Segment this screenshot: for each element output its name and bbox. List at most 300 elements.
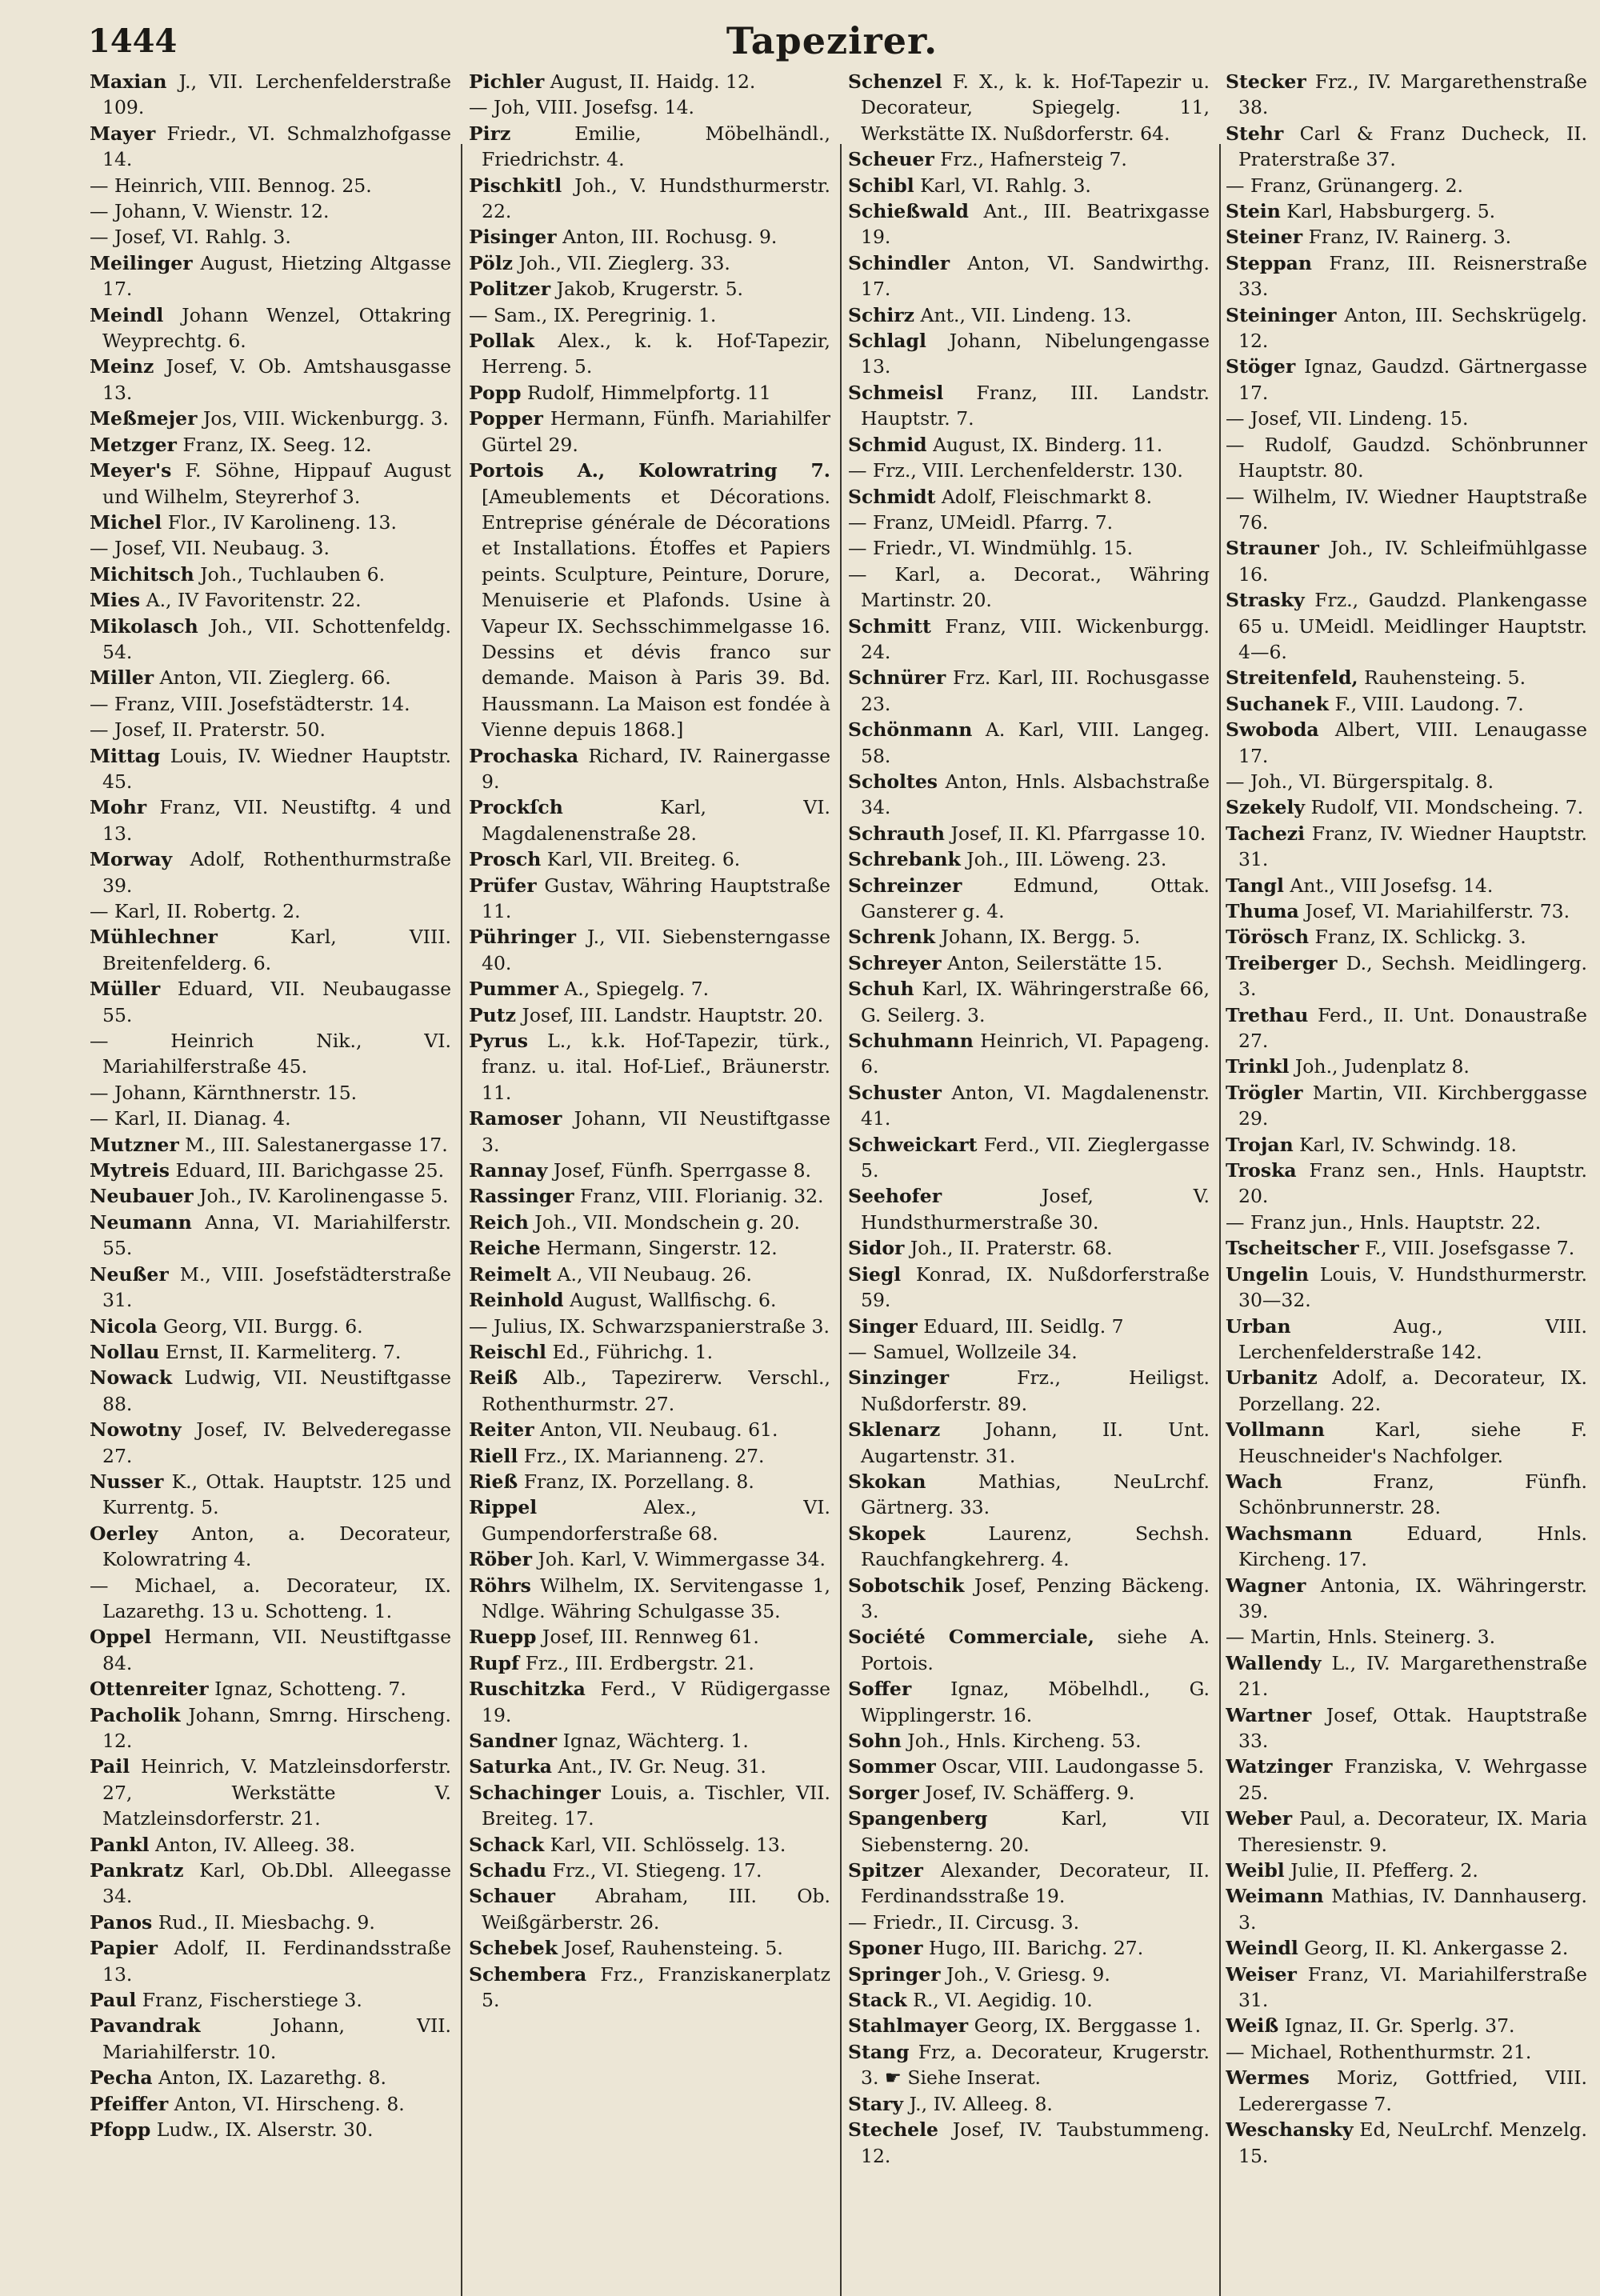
entry-name: Pecha — [90, 2066, 153, 2090]
entry-name: Prockſch — [469, 796, 563, 819]
entry-address: J., VII. Lerchenfelderstraße 109. — [102, 70, 451, 119]
directory-entry — [848, 535, 1210, 561]
entry-name: Reinhold — [469, 1289, 564, 1312]
entry-address: Josef, V. Hundsthurmerstraße 30. — [861, 1185, 1210, 1234]
directory-entry — [469, 1469, 830, 1494]
entry-name: Meßmejer — [90, 407, 198, 430]
entry-address: Julie, II. Pfefferg. 2. — [1284, 1859, 1478, 1882]
entry-address: Johann, II. Unt. Augartenstr. 31. — [861, 1418, 1210, 1467]
entry-address: Franz, IX. Schlickg. 3. — [1309, 926, 1526, 949]
entry-address: Franz, Fischerstiege 3. — [136, 1989, 362, 2012]
directory-entry — [848, 1183, 1210, 1235]
directory-entry — [90, 2013, 451, 2065]
entry-address: Ernst, II. Karmeliterg. 7. — [159, 1340, 402, 1363]
directory-entry — [848, 1132, 1210, 1184]
entry-name: Mohr — [90, 796, 147, 819]
entry-address: F., VIII. Laudong. 7. — [1329, 692, 1524, 715]
entry-name: Rassinger — [469, 1185, 574, 1208]
directory-entry — [1226, 1521, 1587, 1573]
directory-entry — [1226, 121, 1587, 173]
directory-entry — [90, 1339, 451, 1365]
directory-entry — [90, 846, 451, 898]
entry-name: Schuh — [848, 978, 914, 1001]
entry-name: Schrebank — [848, 848, 961, 871]
entry-address: Frz., Franziskanerplatz 5. — [482, 1962, 830, 2012]
entry-address: — Friedr., VI. Windmühlg. 15. — [848, 537, 1134, 560]
entry-name: Reiche — [469, 1237, 541, 1260]
directory-entry — [90, 510, 451, 535]
entry-name: Wermes — [1226, 2066, 1310, 2090]
directory-entry — [848, 1080, 1210, 1132]
entry-address: Alb., Tapezirerw. Verschl., Rothenthurmstr. 27. — [482, 1366, 830, 1415]
entry-name: Michitsch — [90, 562, 194, 586]
entry-name: Urbanitz — [1226, 1366, 1318, 1390]
directory-entry — [90, 406, 451, 431]
entry-name: Sklenarz — [848, 1418, 941, 1442]
entry-address: Ludwig, VII. Neustiftgasse 88. — [102, 1366, 451, 1415]
entry-address: Josef, Rauhensteing. 5. — [557, 1937, 783, 1960]
entry-address: Josef, V. Ob. Amtshausgasse 13. — [102, 355, 451, 404]
entry-address: Josef, Ottak. Hauptstraße 33. — [1238, 1703, 1587, 1752]
directory-entry — [90, 173, 451, 198]
entry-name: Mikolasch — [90, 614, 198, 638]
entry-address: — Michael, a. Decorateur, IX. Lazarethg. 13 u. Schotteng. 1. — [90, 1574, 451, 1622]
directory-entry — [848, 380, 1210, 432]
entry-address: Franz, IX. Seeg. 12. — [176, 433, 372, 456]
entry-address: Franz, IV. Wiedner Hauptstr. 31. — [1238, 822, 1587, 871]
directory-entry — [469, 1754, 830, 1779]
column-divider — [840, 144, 842, 2296]
entry-name: Mühlechner — [90, 926, 218, 949]
directory-entry — [469, 1365, 830, 1417]
directory-entry — [1226, 1935, 1587, 1961]
entry-name: Schweickart — [848, 1133, 978, 1156]
entry-address: Anton, Hnls. Alsbachstraße 34. — [861, 770, 1210, 819]
directory-entry — [469, 1314, 830, 1339]
directory-entry — [90, 458, 451, 510]
directory-entry — [469, 1339, 830, 1365]
entry-address: Franz, VIII. Wickenburgg. 24. — [861, 614, 1210, 663]
entry-address: — Michael, Rothenthurmstr. 21. — [1226, 2040, 1532, 2063]
directory-entry — [469, 69, 830, 94]
directory-entry — [848, 1262, 1210, 1314]
directory-columns — [90, 69, 1587, 2261]
entry-name: Strasky — [1226, 589, 1305, 612]
directory-entry — [848, 1573, 1210, 1625]
directory-entry — [848, 769, 1210, 821]
entry-name: Spitzer — [848, 1859, 923, 1882]
directory-entry — [848, 1858, 1210, 1910]
directory-entry — [848, 1365, 1210, 1417]
directory-entry — [848, 484, 1210, 510]
entry-name: Watzinger — [1226, 1755, 1333, 1778]
entry-address: Franz, VIII. Florianig. 32. — [574, 1185, 824, 1208]
directory-entry — [90, 2091, 451, 2117]
directory-entry — [90, 1832, 451, 1858]
entry-name: Weiß — [1226, 2014, 1279, 2038]
entry-name: Schmid — [848, 433, 927, 456]
directory-entry — [469, 328, 830, 380]
entry-address: — Josef, VI. Rahlg. 3. — [90, 226, 291, 249]
entry-name: Oerley — [90, 1522, 158, 1545]
directory-entry — [1226, 1650, 1587, 1702]
entry-address: Ant., III. Beatrixgasse 19. — [861, 200, 1210, 249]
entry-name: Portois A., Kolowratring 7. — [469, 459, 830, 482]
entry-name: Troska — [1226, 1159, 1297, 1182]
directory-entry — [90, 1106, 451, 1131]
entry-name: Thuma — [1226, 900, 1299, 922]
entry-address: Martin, VII. Kirchberggasse 29. — [1238, 1081, 1587, 1130]
column-4 — [1226, 69, 1587, 2261]
entry-name: Scholtes — [848, 770, 938, 793]
directory-entry — [469, 1262, 830, 1287]
directory-entry — [90, 1365, 451, 1417]
entry-address: Ferd., VII. Zieglergasse 5. — [861, 1133, 1210, 1182]
directory-entry — [90, 1183, 451, 1209]
column-3 — [848, 69, 1210, 2261]
entry-address: — Sam., IX. Peregrinig. 1. — [469, 303, 717, 326]
entry-address: D., Sechsh. Meidlingerg. 3. — [1238, 951, 1587, 1001]
entry-name: Tachezi — [1226, 822, 1306, 845]
entry-address: J., IV. Alleeg. 8. — [903, 2092, 1053, 2115]
entry-name: Schuhmann — [848, 1030, 974, 1053]
entry-address: Karl, siehe F. Heuschneider's Nachfolger. — [1238, 1418, 1587, 1467]
directory-entry — [469, 743, 830, 795]
directory-entry — [90, 2117, 451, 2142]
entry-address: Alex., k. k. Hof-Tapezir, Herreng. 5. — [482, 330, 830, 378]
directory-entry — [469, 1728, 830, 1754]
directory-entry — [1226, 354, 1587, 406]
directory-entry — [90, 1521, 451, 1573]
directory-entry — [848, 1676, 1210, 1728]
entry-name: Schrauth — [848, 822, 945, 845]
directory-entry — [90, 1754, 451, 1831]
entry-address: Franziska, V. Wehrgasse 25. — [1238, 1755, 1587, 1804]
entry-name: Meindl — [90, 303, 164, 326]
entry-address: Eduard, VII. Neubaugasse 55. — [102, 978, 451, 1026]
entry-address: Ed, NeuLrchf. Menzelg. 15. — [1238, 2118, 1587, 2167]
directory-entry — [90, 535, 451, 561]
entry-address: Karl, Ob.Dbl. Alleegasse 34. — [102, 1859, 451, 1908]
directory-entry — [469, 873, 830, 925]
entry-address: Eduard, III. Seidlg. 7 — [917, 1314, 1124, 1338]
entry-name: Wach — [1226, 1470, 1282, 1493]
entry-name: Pisinger — [469, 226, 557, 249]
entry-address: Anton, Seilerstätte 15. — [941, 951, 1163, 974]
entry-name: Pankratz — [90, 1859, 184, 1882]
entry-address: Franz, IV. Rainerg. 3. — [1302, 226, 1512, 249]
entry-address: Karl, Habsburgerg. 5. — [1280, 200, 1496, 223]
entry-name: Röhrs — [469, 1574, 531, 1597]
entry-address: Adolf, Fleischmarkt 8. — [935, 485, 1153, 508]
entry-address: Josef, III. Landstr. Hauptstr. 20. — [515, 1003, 824, 1026]
entry-name: Meinz — [90, 355, 154, 378]
entry-address: Rauhensteing. 5. — [1358, 666, 1526, 690]
entry-address: Alexander, Decorateur, II. Ferdinandsstraße 19. — [861, 1859, 1210, 1908]
entry-name: Stecker — [1226, 70, 1306, 93]
entry-name: Pollak — [469, 330, 535, 353]
entry-name: Neußer — [90, 1262, 169, 1286]
entry-name: Paul — [90, 1989, 137, 2012]
entry-address: Joh. Karl, V. Wimmergasse 34. — [531, 1548, 826, 1571]
directory-entry — [1226, 1469, 1587, 1521]
directory-entry — [848, 1962, 1210, 1987]
entry-name: Singer — [848, 1314, 918, 1338]
entry-name: Seehofer — [848, 1185, 942, 1208]
entry-address: Karl, VI. Magdalenenstraße 28. — [482, 796, 830, 845]
directory-entry — [90, 198, 451, 224]
entry-address: Jakob, Krugerstr. 5. — [550, 278, 744, 301]
entry-address: Anton, III. Rochusg. 9. — [556, 226, 778, 249]
entry-address: Carl & Franz Ducheck, II. Praterstraße 37. — [1238, 122, 1587, 171]
entry-name: Trojan — [1226, 1133, 1294, 1156]
entry-address: Joh., Tuchlauben 6. — [194, 562, 386, 586]
directory-entry — [848, 1339, 1210, 1365]
entry-name: Schirz — [848, 303, 915, 326]
entry-name: Weschansky — [1226, 2118, 1354, 2142]
directory-entry — [848, 302, 1210, 328]
directory-entry — [1226, 1002, 1587, 1054]
entry-address: Aug., VIII. Lerchenfelderstraße 142. — [1238, 1314, 1587, 1363]
directory-entry — [1226, 1262, 1587, 1314]
entry-address: Johann, VII Neustiftgasse 3. — [482, 1107, 830, 1156]
entry-address: — Samuel, Wollzeile 34. — [848, 1340, 1078, 1363]
entry-name: Siegl — [848, 1262, 902, 1286]
directory-entry — [1226, 1754, 1587, 1806]
entry-name: Stahlmayer — [848, 2014, 969, 2038]
entry-address: Flor., IV Karolineng. 13. — [162, 510, 397, 534]
entry-address: K., Ottak. Hauptstr. 125 und Kurrentg. 5. — [102, 1470, 451, 1519]
entry-name: Steininger — [1226, 303, 1337, 326]
directory-entry — [848, 2117, 1210, 2169]
entry-name: Pfopp — [90, 2118, 151, 2142]
directory-entry — [848, 665, 1210, 717]
directory-entry — [1226, 1883, 1587, 1935]
entry-address: Johann, Smrng. Hirscheng. 12. — [102, 1703, 451, 1752]
entry-name: Prosch — [469, 848, 542, 871]
directory-entry — [848, 1469, 1210, 1521]
entry-name: Mies — [90, 589, 141, 612]
entry-address: Joh., Hnls. Kircheng. 53. — [901, 1730, 1142, 1752]
entry-name: Meyer's — [90, 459, 172, 482]
entry-name: Mayer — [90, 122, 156, 145]
entry-name: Sinzinger — [848, 1366, 950, 1390]
entry-address: Friedr., VI. Schmalzhofgasse 14. — [102, 122, 451, 171]
entry-address: Mathias, IV. Dannhauserg. 3. — [1238, 1885, 1587, 1934]
entry-address: Karl, VII Siebensterng. 20. — [861, 1807, 1210, 1856]
directory-entry — [848, 976, 1210, 1028]
entry-name: Urban — [1226, 1314, 1291, 1338]
entry-name: Schießwald — [848, 200, 969, 223]
column-divider — [1219, 144, 1221, 2296]
entry-name: Schmitt — [848, 614, 931, 638]
entry-name: Stack — [848, 1989, 907, 2012]
entry-name: Pischkitl — [469, 174, 562, 197]
directory-entry — [90, 2065, 451, 2090]
directory-entry — [90, 250, 451, 302]
entry-name: Scheuer — [848, 148, 934, 171]
directory-entry — [1226, 69, 1587, 121]
entry-address: Frz., III. Erdbergstr. 21. — [519, 1651, 754, 1674]
entry-name: Tscheitscher — [1226, 1237, 1359, 1260]
directory-entry — [1226, 873, 1587, 898]
entry-address: Moriz, Gottfried, VIII. Lederergasse 7. — [1238, 2066, 1587, 2115]
directory-entry — [469, 121, 830, 173]
directory-entry — [848, 1235, 1210, 1261]
entry-address: Paul, a. Decorateur, IX. Maria Theresienstr. 9. — [1238, 1807, 1587, 1856]
entry-name: Oppel — [90, 1626, 152, 1649]
entry-name: Röber — [469, 1548, 532, 1571]
directory-entry — [469, 1183, 830, 1209]
entry-name: Schmidt — [848, 485, 936, 508]
entry-address: — Josef, VII. Neubaug. 3. — [90, 537, 330, 560]
directory-entry — [848, 1417, 1210, 1469]
entry-address: Ludw., IX. Alserstr. 30. — [150, 2118, 374, 2142]
directory-entry — [469, 1210, 830, 1235]
directory-entry — [90, 743, 451, 795]
entry-name: Suchanek — [1226, 692, 1329, 715]
entry-address: Anton, III. Sechskrügelg. 12. — [1238, 303, 1587, 353]
entry-name: Schindler — [848, 251, 950, 274]
entry-address: Frz., IV. Margarethenstraße 38. — [1238, 70, 1587, 119]
entry-address: — Karl, II. Dianag. 4. — [90, 1107, 291, 1130]
directory-entry — [469, 1287, 830, 1313]
entry-address: M., III. Salestanergasse 17. — [178, 1133, 448, 1156]
entry-address: Josef, IV. Belvederegasse 27. — [102, 1418, 451, 1467]
directory-entry — [848, 950, 1210, 976]
directory-entry — [848, 198, 1210, 250]
entry-address: Frz, a. Decorateur, Krugerstr. 3. ☛ Siehe Inserat. — [861, 2040, 1210, 2090]
entry-address: Franz, IX. Porzellang. 8. — [518, 1470, 754, 1493]
directory-entry — [848, 328, 1210, 380]
entry-address: Albert, VIII. Lenaugasse 17. — [1238, 718, 1587, 767]
entry-name: Skokan — [848, 1470, 926, 1493]
entry-address: Hermann, Fünfh. Mariahilfer Gürtel 29. — [482, 407, 830, 456]
entry-name: Pfeiffer — [90, 2092, 169, 2115]
page-number: 1444 — [88, 22, 178, 60]
directory-entry — [90, 1417, 451, 1469]
directory-entry — [848, 1910, 1210, 1935]
directory-entry — [469, 276, 830, 302]
entry-name: Popp — [469, 381, 522, 404]
entry-name: Nollau — [90, 1340, 160, 1363]
entry-name: Reiß — [469, 1366, 518, 1390]
entry-address: Josef, III. Rennweg 61. — [536, 1626, 759, 1649]
directory-entry — [848, 717, 1210, 769]
entry-name: Mytreis — [90, 1159, 170, 1182]
entry-address: Anton, VII. Zieglerg. 66. — [154, 666, 391, 690]
entry-name: Strauner — [1226, 537, 1319, 560]
directory-entry — [848, 562, 1210, 614]
entry-address: M., VIII. Josefstädterstraße 31. — [102, 1262, 451, 1312]
directory-entry — [1226, 950, 1587, 1002]
directory-entry — [469, 1573, 830, 1625]
entry-address: Ed., Führichg. 1. — [546, 1340, 714, 1363]
entry-name: Schauer — [469, 1885, 556, 1908]
directory-entry — [90, 717, 451, 742]
entry-address: Josef, II. Kl. Pfarrgasse 10. — [945, 822, 1206, 845]
entry-address: Franz sen., Hnls. Hauptstr. 20. — [1238, 1159, 1587, 1208]
directory-entry — [1226, 1080, 1587, 1132]
entry-name: Metzger — [90, 433, 177, 456]
entry-name: Wachsmann — [1226, 1522, 1353, 1545]
entry-name: Tangl — [1226, 874, 1284, 897]
entry-address: — Martin, Hnls. Steinerg. 3. — [1226, 1626, 1496, 1649]
entry-name: Törösch — [1226, 926, 1310, 949]
entry-name: Rippel — [469, 1496, 538, 1519]
entry-address: August, Hietzing Altgasse 17. — [102, 251, 451, 301]
directory-entry — [469, 1935, 830, 1961]
entry-address: Georg, II. Kl. Ankergasse 2. — [1298, 1937, 1569, 1960]
directory-entry — [90, 1314, 451, 1339]
entry-address: Karl, VIII. Breitenfelderg. 6. — [102, 926, 451, 974]
directory-entry — [90, 614, 451, 666]
directory-entry — [469, 1494, 830, 1546]
entry-name: Trethau — [1226, 1003, 1309, 1026]
directory-entry — [469, 846, 830, 872]
entry-address: — Franz, VIII. Josefstädterstr. 14. — [90, 692, 410, 715]
entry-address: — Wilhelm, IV. Wiedner Hauptstraße 76. — [1226, 485, 1587, 534]
entry-address: August, II. Haidg. 12. — [544, 70, 756, 93]
directory-entry — [90, 794, 451, 846]
entry-address: Anton, IX. Lazarethg. 8. — [152, 2066, 386, 2090]
directory-entry — [469, 1106, 830, 1158]
directory-entry — [848, 1521, 1210, 1573]
directory-entry — [90, 1676, 451, 1702]
directory-entry — [90, 976, 451, 1028]
directory-entry — [1226, 665, 1587, 690]
entry-address: Josef, IV. Schäfferg. 9. — [918, 1781, 1135, 1804]
entry-address: J., VII. Siebensterngasse 40. — [482, 926, 830, 974]
directory-entry — [90, 665, 451, 690]
directory-entry — [848, 1987, 1210, 2013]
entry-address: — Johann, V. Wienstr. 12. — [90, 200, 330, 223]
directory-entry — [469, 1832, 830, 1858]
directory-entry — [90, 562, 451, 587]
entry-name: Schembera — [469, 1962, 587, 1986]
directory-entry — [90, 354, 451, 406]
directory-entry — [848, 846, 1210, 872]
entry-name: Steiner — [1226, 226, 1303, 249]
entry-address: — Heinrich Nik., VI. Mariahilferstraße 45. — [90, 1030, 451, 1078]
entry-address: Joh., II. Praterstr. 68. — [904, 1237, 1113, 1260]
directory-entry — [469, 1780, 830, 1832]
directory-entry — [848, 1935, 1210, 1961]
entry-address: — Karl, a. Decorat., Währing Martinstr. 20. — [848, 562, 1210, 612]
entry-name: Pummer — [469, 978, 558, 1001]
entry-name: Springer — [848, 1962, 941, 1986]
entry-name: Pühringer — [469, 926, 577, 949]
directory-entry — [1226, 1314, 1587, 1366]
entry-name: Sobotschik — [848, 1574, 965, 1597]
directory-entry — [848, 1806, 1210, 1858]
entry-address: — Frz., VIII. Lerchenfelderstr. 130. — [848, 459, 1183, 482]
entry-address: Karl, VII. Breiteg. 6. — [541, 848, 741, 871]
entry-address: Adolf, II. Ferdinandsstraße 13. — [102, 1937, 451, 1986]
entry-address: Johann Wenzel, Ottakring Weyprechtg. 6. — [102, 303, 451, 353]
directory-entry — [469, 1676, 830, 1728]
entry-address: Frz., Hafnersteig 7. — [934, 148, 1127, 171]
entry-name: Putz — [469, 1003, 516, 1026]
directory-entry — [469, 1028, 830, 1106]
entry-address: Heinrich, V. Matzleinsdorferstr. 27, Werkstätte V. Matzleinsdorferstr. 21. — [102, 1755, 451, 1830]
entry-name: Sidor — [848, 1237, 905, 1260]
entry-name: Pyrus — [469, 1030, 529, 1053]
entry-address: — Franz, Grünangerg. 2. — [1226, 174, 1463, 197]
directory-entry — [1226, 1158, 1587, 1210]
entry-address: Oscar, VIII. Laudongasse 5. — [935, 1755, 1205, 1778]
entry-address: Hermann, VII. Neustiftgasse 84. — [102, 1626, 451, 1674]
